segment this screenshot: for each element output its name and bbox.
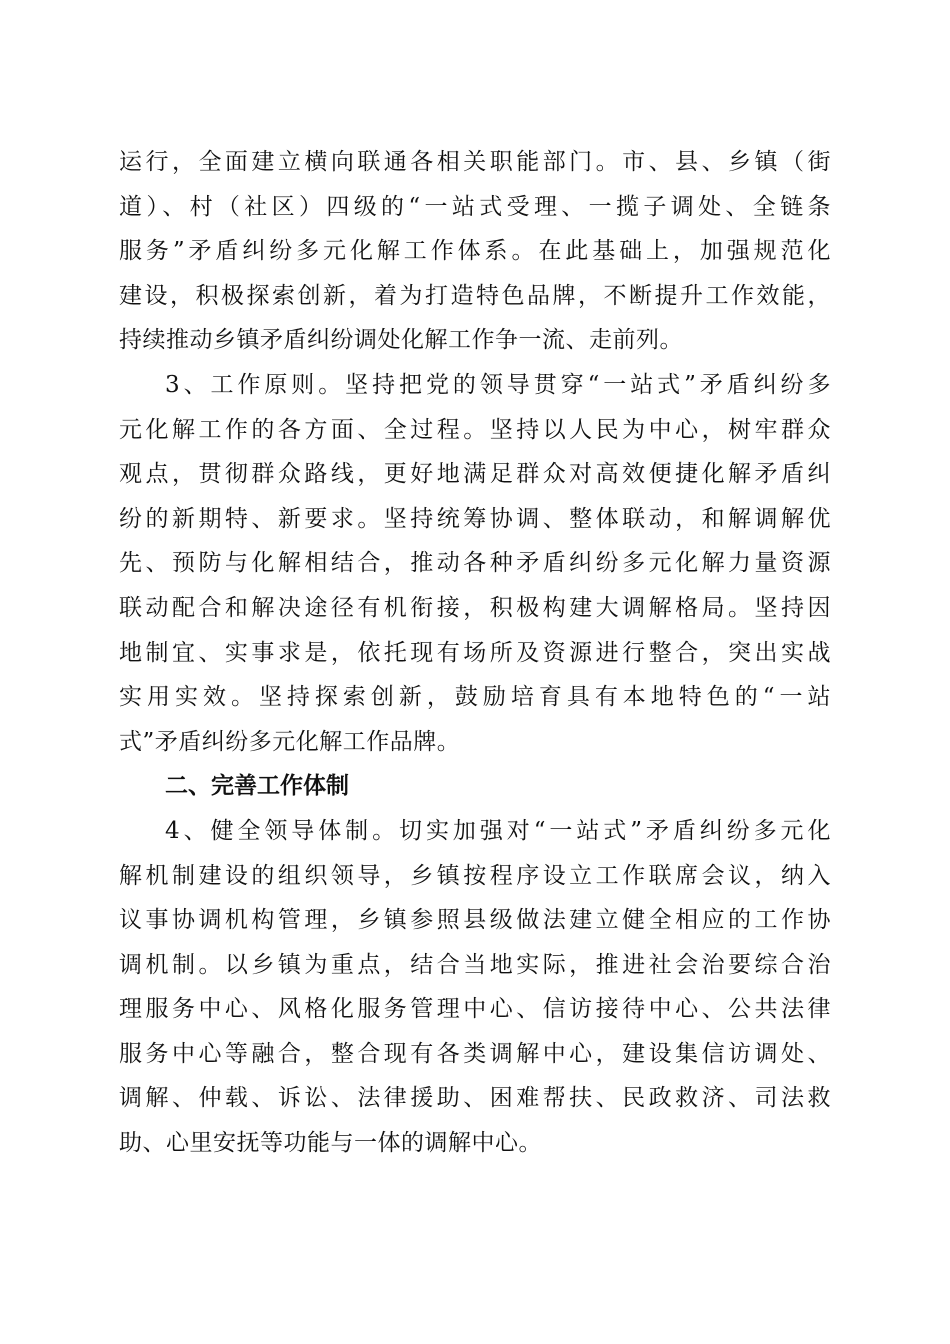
text-line: 纷的新期特、新要求。坚持统筹协调、整体联动，和解调解优 (119, 505, 831, 532)
text-line: 3、工作原则。坚持把党的领导贯穿“一站式”矛盾纠纷多 (165, 371, 831, 398)
text-line: 议事协调机构管理，乡镇参照县级做法建立健全相应的工作协 (119, 907, 831, 934)
text-line: 运行，全面建立横向联通各相关职能部门。市、县、乡镇（街 (119, 149, 831, 175)
document-body (119, 140, 831, 1166)
paragraph-3-work-principles (119, 363, 831, 764)
text-line: 调解、仲载、诉讼、法律援助、困难帮扶、民政救济、司法救 (119, 1085, 831, 1112)
paragraph-continuation (119, 140, 831, 363)
text-line: 持续推动乡镇矛盾纠纷调处化解工作争一流、走前列。 (119, 327, 683, 354)
text-line: 服务中心等融合，整合现有各类调解中心，建设集信访调处、 (119, 1040, 831, 1067)
text-line: 建设，积极探索创新，着为打造特色品牌，不断提升工作效能， (119, 282, 831, 309)
section-heading: 二、完善工作体制 (165, 773, 349, 800)
text-line: 理服务中心、风格化服务管理中心、信访接待中心、公共法律 (119, 996, 831, 1023)
paragraph-4-leadership-system (119, 809, 831, 1166)
text-line: 助、心里安抚等功能与一体的调解中心。 (119, 1130, 542, 1157)
text-line: 服务”矛盾纠纷多元化解工作体系。在此基础上，加强规范化 (119, 238, 831, 265)
text-line: 实用实效。坚持探索创新，鼓励培育具有本地特色的“一站 (119, 684, 831, 711)
text-line: 解机制建设的组织领导，乡镇按程序设立工作联席会议，纳入 (119, 862, 831, 889)
text-line: 地制宜、实事求是，依托现有场所及资源进行整合，突出实战 (119, 639, 831, 666)
text-line: 调机制。以乡镇为重点，结合当地实际，推进社会治要综合治 (119, 951, 831, 978)
text-line: 观点，贯彻群众路线，更好地满足群众对高效便捷化解矛盾纠 (119, 461, 831, 488)
text-line: 道）、村（社区）四级的“一站式受理、一揽子调处、全链条 (119, 193, 831, 220)
text-line: 先、预防与化解相结合，推动各种矛盾纠纷多元化解力量资源 (119, 550, 831, 577)
text-line: 元化解工作的各方面、全过程。坚持以人民为中心，树牢群众 (119, 416, 831, 443)
text-line: 式”矛盾纠纷多元化解工作品牌。 (119, 728, 461, 755)
text-line: 4、健全领导体制。切实加强对“一站式”矛盾纠纷多元化 (165, 817, 831, 844)
text-line: 联动配合和解决途径有机衔接，积极构建大调解格局。坚持因 (119, 594, 831, 621)
